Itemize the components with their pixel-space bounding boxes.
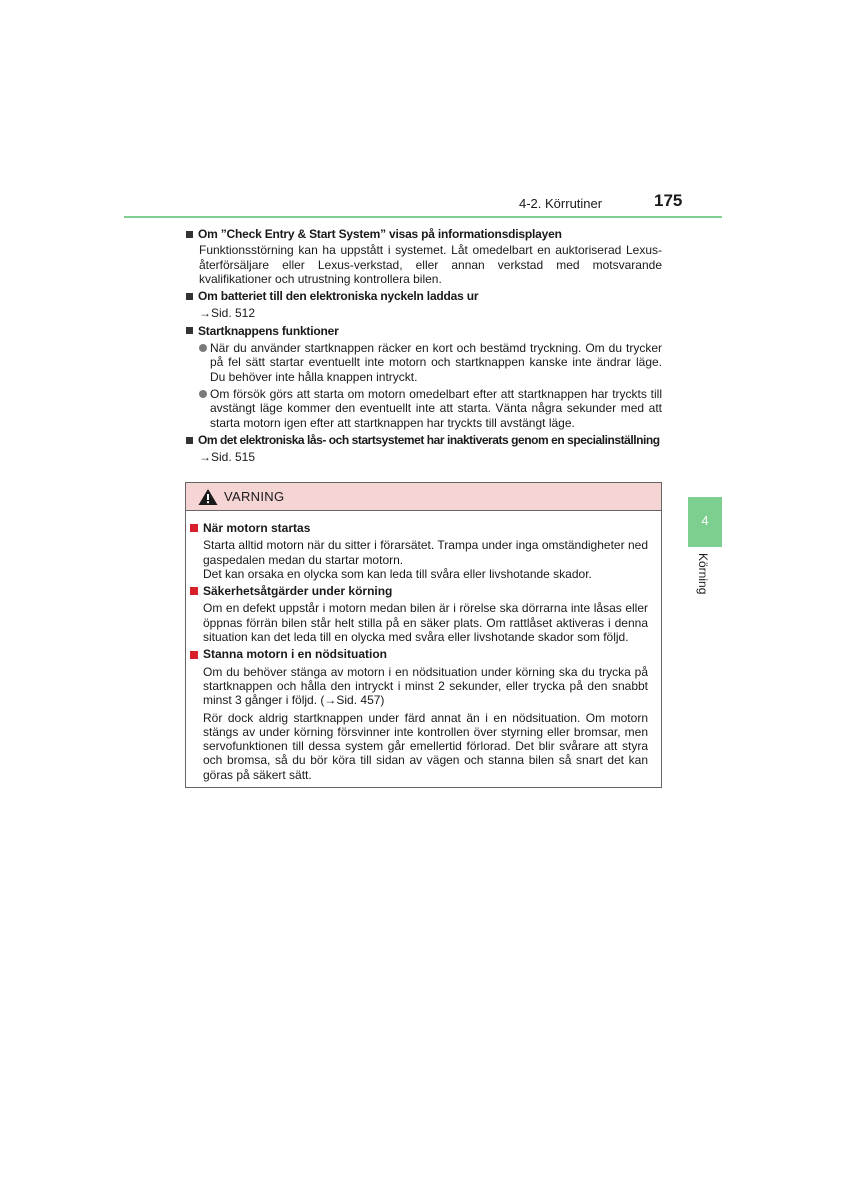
square-bullet-icon: [186, 327, 193, 334]
red-square-bullet-icon: [190, 587, 198, 595]
red-square-bullet-icon: [190, 651, 198, 659]
chapter-tab[interactable]: 4: [688, 497, 722, 547]
section-heading: [186, 324, 662, 338]
page-reference-link[interactable]: →Sid. 515: [199, 450, 256, 465]
section-heading: [186, 289, 662, 303]
list-item-text: När du använder startknappen räcker en kort och bestämd tryckning. Om du trycker på fel sätt startar eventuellt inte motorn och startknappen kanske inte ändrar läge. Du behöver inte hålla knappen intryckt.: [210, 341, 662, 384]
list-item: [199, 387, 662, 430]
warning-item-heading: [190, 584, 648, 598]
warning-body: [186, 511, 661, 782]
main-content: [186, 224, 662, 464]
section-text: Funktionsstörning kan ha uppstått i systemet. Låt omedelbart en auktoriserad Lexus-återförsäljare eller Lexus-verkstad, eller annan verkstad med motsvarande kvalifikationer och utrustning kontrollera bilen.: [199, 243, 662, 286]
square-bullet-icon: [186, 293, 193, 300]
chapter-label: Körning: [696, 553, 710, 595]
heading-text: Om det elektroniska lås- och startsystemet har inaktiverats genom en specialinställning: [198, 432, 660, 447]
warning-item-text: Om du behöver stänga av motorn i en nödsituation under körning ska du trycka på startknappen och hålla den intryckt i minst 2 sekunder, eller trycka på den snabbt minst 3 gånger i följd. (→Sid. 457): [203, 664, 648, 708]
red-square-bullet-icon: [190, 524, 198, 532]
page-number: 175: [654, 191, 683, 210]
section-heading: [186, 227, 662, 241]
list-item: [199, 341, 662, 384]
heading-text: När motorn startas: [203, 521, 311, 535]
warning-item-text: Rör dock aldrig startknappen under färd annat än i en nödsituation. Om motorn stängs av under körning försvinner inte kontrollen över styrning eller bromsar, men servofunktionen till dessa system går emellertid förlorad. Det blir svårare att styra och bromsa, så du bör köra till sidan av vägen och stanna bilen så snart det kan göras på säkert sätt.: [203, 710, 648, 782]
heading-text: Om batteriet till den elektroniska nyckeln laddas ur: [198, 289, 479, 304]
warning-header: [186, 483, 661, 511]
square-bullet-icon: [186, 231, 193, 238]
warning-item-heading: [190, 521, 648, 535]
section-heading: [186, 433, 662, 447]
heading-text: Om ”Check Entry & Start System” visas på informationsdisplayen: [198, 227, 562, 241]
warning-item-text: Om en defekt uppstår i motorn medan bilen är i rörelse ska dörrarna inte låsas eller öppnas förrän bilen står helt stilla på en säker plats. Om rattlåset aktiveras i denna situation kan det leda till en olycka med svåra eller livshotande skador som följd.: [203, 601, 648, 645]
heading-text: Stanna motorn i en nödsituation: [203, 647, 387, 662]
list-item-text: Om försök görs att starta om motorn omedelbart efter att startknappen har tryckts till avstängt läge kommer den eventuellt inte att starta. Vänta några sekunder med att starta motorn igen efter att startknappen har tryckts till avstängt läge.: [210, 386, 662, 430]
circle-bullet-icon: [199, 390, 207, 398]
warning-box: [185, 482, 662, 788]
heading-text: Startknappens funktioner: [198, 323, 339, 338]
page-reference-link[interactable]: →Sid. 512: [199, 306, 256, 321]
header-rule: [124, 216, 722, 218]
section-title: 4-2. Körrutiner: [519, 196, 603, 211]
warning-title: VARNING: [224, 489, 285, 504]
heading-text: Säkerhetsåtgärder under körning: [203, 584, 393, 599]
warning-item-heading: [190, 647, 648, 661]
warning-item-text: Starta alltid motorn när du sitter i förarsätet. Trampa under inga omständigheter ned gaspedalen medan du startar motorn. Det kan orsaka en olycka som kan leda till svåra eller livshotande skador.: [203, 538, 648, 581]
circle-bullet-icon: [199, 344, 207, 352]
warning-triangle-icon: [198, 488, 218, 506]
square-bullet-icon: [186, 437, 193, 444]
